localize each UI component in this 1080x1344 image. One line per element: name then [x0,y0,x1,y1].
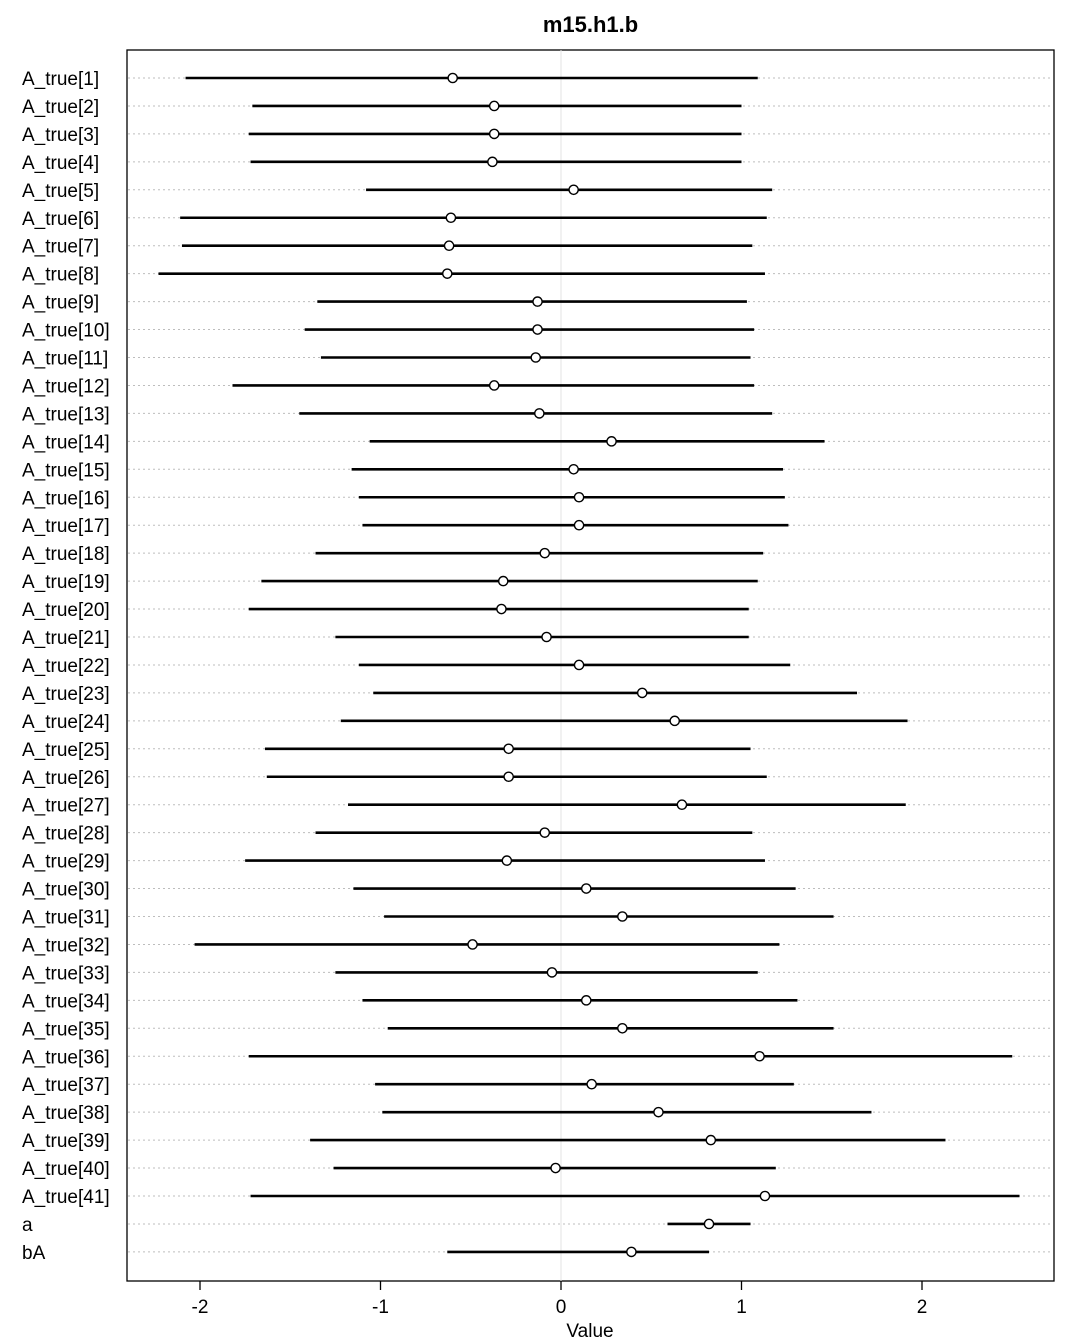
mean-point [446,213,455,222]
parameter-label: A_true[35] [22,1019,110,1041]
parameter-label: A_true[12] [22,376,110,398]
mean-point [574,660,583,669]
parameter-label: a [22,1214,33,1236]
parameter-label: A_true[31] [22,907,110,929]
mean-point [551,1163,560,1172]
mean-point [760,1191,769,1200]
parameter-label: A_true[1] [22,69,100,90]
parameter-label: A_true[28] [22,823,110,845]
mean-point [533,325,542,334]
mean-point [533,297,542,306]
parameter-label: A_true[9] [22,292,100,314]
mean-point [443,269,452,278]
mean-point [488,157,497,166]
parameter-label: bA [22,1242,46,1264]
mean-point [627,1247,636,1256]
parameter-label: A_true[10] [22,320,110,342]
parameter-label: A_true[3] [22,124,100,146]
mean-point [574,521,583,530]
x-tick-label: 0 [555,1297,567,1318]
parameter-label: A_true[21] [22,628,110,649]
mean-point [574,493,583,502]
parameter-label: A_true[27] [22,795,110,817]
parameter-label: A_true[4] [22,152,100,174]
parameter-label: A_true[8] [22,264,100,286]
x-tick-label: 2 [916,1297,928,1318]
parameter-label: A_true[6] [22,208,100,230]
mean-point [704,1219,713,1228]
mean-point [504,744,513,753]
parameter-label: A_true[16] [22,488,110,510]
parameter-label: A_true[15] [22,460,110,482]
mean-point [540,549,549,558]
mean-point [677,800,686,809]
mean-point [706,1136,715,1145]
mean-point [468,940,477,949]
mean-point [502,856,511,865]
parameter-label: A_true[29] [22,851,110,873]
mean-point [547,968,556,977]
mean-point [490,381,499,390]
parameter-label: A_true[33] [22,963,110,985]
parameter-label: A_true[7] [22,236,100,258]
mean-point [587,1080,596,1089]
x-axis [192,1281,928,1318]
parameter-label: A_true[41] [22,1187,110,1208]
x-axis-label: Value [566,1321,614,1342]
mean-point [490,101,499,110]
mean-point [499,577,508,586]
x-tick-label: -1 [372,1297,389,1318]
parameter-label: A_true[36] [22,1047,110,1069]
parameter-label: A_true[30] [22,879,110,901]
mean-point [540,828,549,837]
parameter-label: A_true[24] [22,711,110,733]
mean-point [569,465,578,474]
x-tick-label: 1 [736,1297,747,1318]
parameter-label: A_true[11] [22,348,109,370]
parameter-label: A_true[34] [22,991,110,1013]
mean-point [448,73,457,82]
mean-point [670,716,679,725]
parameter-label: A_true[23] [22,683,110,705]
parameter-label: A_true[18] [22,544,110,566]
mean-point [490,129,499,138]
mean-point [497,604,506,613]
chart-title: m15.h1.b [542,12,639,37]
x-tick-label: -2 [191,1297,209,1318]
mean-point [535,409,544,418]
mean-point [504,772,513,781]
parameter-label: A_true[25] [22,739,110,761]
parameter-rows [22,50,1053,1281]
mean-point [444,241,453,250]
mean-point [607,437,616,446]
parameter-label: A_true[38] [22,1103,110,1125]
parameter-label: A_true[22] [22,655,110,677]
mean-point [618,912,627,921]
mean-point [582,996,591,1005]
mean-point [531,353,540,362]
parameter-label: A_true[19] [22,572,110,594]
mean-point [638,688,647,697]
parameter-label: A_true[14] [22,432,110,454]
parameter-label: A_true[40] [22,1159,110,1181]
mean-point [569,185,578,194]
parameter-label: A_true[20] [22,600,110,622]
mean-point [755,1052,764,1061]
mean-point [618,1024,627,1033]
mean-point [542,632,551,641]
mean-point [654,1108,663,1117]
parameter-label: A_true[39] [22,1131,110,1153]
mean-point [582,884,591,893]
parameter-label: A_true[13] [22,404,110,426]
parameter-label: A_true[2] [22,96,100,118]
parameter-label: A_true[32] [22,935,110,957]
parameter-label: A_true[17] [22,516,110,538]
parameter-label: A_true[26] [22,767,110,789]
parameter-label: A_true[5] [22,180,100,202]
parameter-label: A_true[37] [22,1075,110,1097]
